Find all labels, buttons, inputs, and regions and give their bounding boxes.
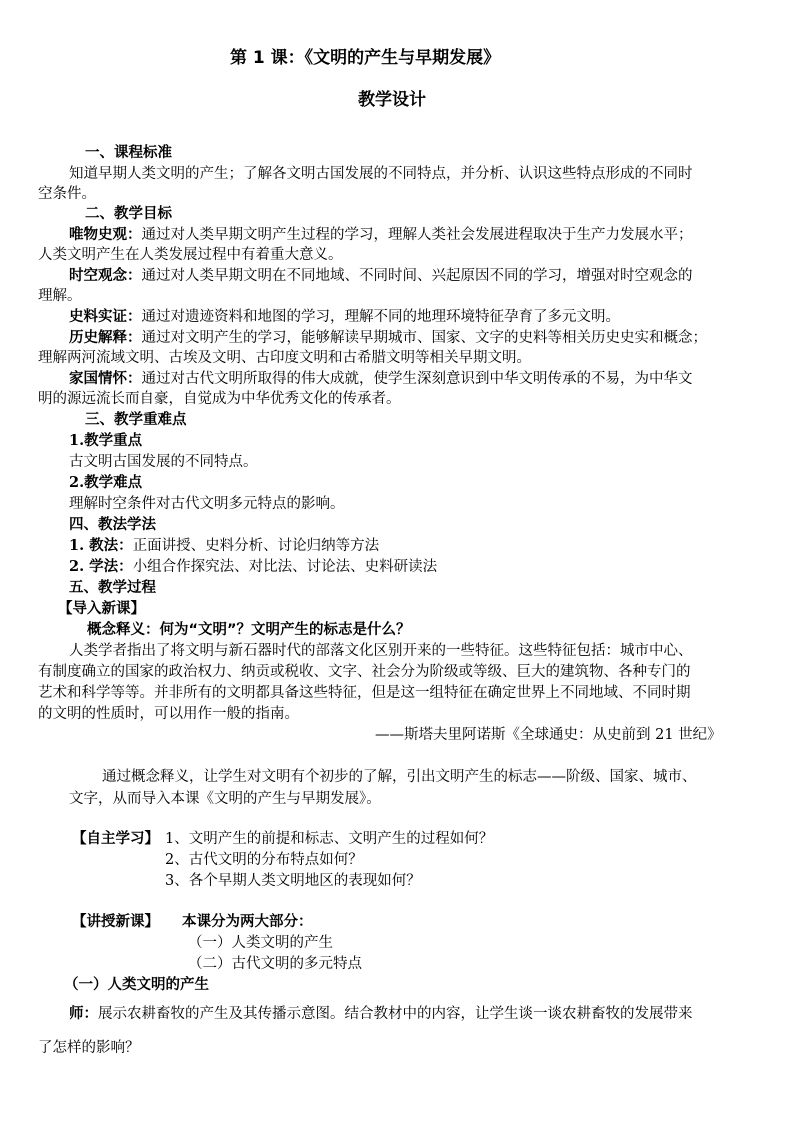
section-3-heading: 三、教学重难点	[85, 412, 187, 428]
intro-label: 【导入新课】	[58, 601, 145, 617]
quote-line: 的文明的性质时，可以用作一般的指南。	[38, 706, 299, 722]
self-study-item: 2、古代文明的分布特点如何？	[165, 852, 363, 868]
goal-interpretation-cont: 理解两河流域文明、古埃及文明、古印度文明和古希腊文明等相关早期文明。	[38, 350, 531, 366]
self-study-label: 【自主学习】	[72, 831, 159, 847]
goal-spacetime	[69, 266, 693, 286]
teacher-line-cont: 了怎样的影响？	[38, 1040, 140, 1056]
difficulty-label: 2.教学难点	[69, 474, 143, 491]
goal-text: 通过对古代文明所取得的伟大成就，使学生深刻意识到中华文明传承的不易，为中华文	[141, 371, 693, 387]
method-label: 1. 教法：	[69, 537, 133, 554]
part-1-heading: （一）人类文明的产生	[64, 977, 209, 993]
key-point-label: 1.教学重点	[69, 432, 143, 449]
quote-line: 人类学者指出了将文明与新石器时代的部落文化区别开来的一些特征。这些特征包括：城市中心、	[69, 643, 693, 659]
goal-label: 史料实证：	[69, 308, 142, 325]
method-text: 小组合作探究法、对比法、讨论法、史料研读法	[132, 559, 438, 575]
goal-text: 通过对人类早期文明在不同地域、不同时间、兴起原因不同的学习，增强对时空观念的	[141, 268, 693, 284]
teach-label: 【讲授新课】	[72, 914, 159, 930]
goal-text: 通过对遗迹资料和地图的学习，理解不同的地理环境特征孕育了多元文明。	[141, 309, 620, 325]
section-2-heading: 二、教学目标	[85, 206, 172, 222]
teacher-text: 展示农耕畜牧的产生及其传播示意图。结合教材中的内容，让学生谈一谈农耕畜牧的发展带来	[98, 1006, 693, 1022]
learning-method	[69, 557, 437, 577]
teacher-line	[69, 1004, 693, 1024]
goal-label: 历史解释：	[69, 329, 142, 346]
section-1-heading: 一、课程标准	[85, 145, 172, 161]
document-subtitle: 教学设计	[358, 90, 426, 110]
explain-line: 文字，从而导入本课《文明的产生与早期发展》。	[69, 791, 381, 807]
quote-source: ——斯塔夫里阿诺斯《全球通史：从史前到 21 世纪》	[375, 727, 722, 743]
goal-text: 通过对人类早期文明产生过程的学习，理解人类社会发展进程取决于生产力发展水平；	[141, 227, 693, 243]
goal-spacetime-cont: 理解。	[38, 288, 82, 304]
teacher-label: 师：	[69, 1005, 98, 1022]
document-title: 第 1 课：《文明的产生与早期发展》	[230, 48, 501, 68]
teaching-method	[69, 536, 379, 556]
section-4-heading: 四、教法学法	[69, 517, 156, 533]
method-text: 正面讲授、史料分析、讨论归纳等方法	[132, 538, 380, 554]
goal-text: 通过对文明产生的学习，能够解读早期城市、国家、文字的史料等相关历史史实和概念；	[141, 330, 707, 346]
goal-label: 时空观念：	[69, 267, 142, 284]
goal-interpretation	[69, 328, 707, 348]
method-label: 2. 学法：	[69, 558, 133, 575]
goal-evidence	[69, 307, 620, 327]
quote-line: 有制度确立的国家的政治权力、纳贡或税收、文字、社会分为阶级或等级、巨大的建筑物、各种专门的	[38, 664, 691, 680]
key-point-text: 古文明古国发展的不同特点。	[69, 454, 258, 470]
standard-text-line1: 知道早期人类文明的产生；了解各文明古国发展的不同特点，并分析、认识这些特点形成的不同时	[69, 166, 693, 182]
self-study-item: 1、文明产生的前提和标志、文明产生的过程如何？	[165, 831, 494, 847]
part-item: （一）人类文明的产生	[188, 935, 333, 951]
self-study-item: 3、各个早期人类文明地区的表现如何？	[165, 873, 421, 889]
goal-patriotism-cont: 明的源远流长而自豪，自觉成为中华优秀文化的传承者。	[38, 391, 401, 407]
teach-intro: 本课分为两大部分：	[182, 914, 313, 930]
goal-materialism-cont: 人类文明产生在人类发展过程中有着重大意义。	[38, 247, 343, 263]
goal-label: 家国情怀：	[69, 370, 142, 387]
quote-line: 艺术和科学等等。并非所有的文明都具备这些特征，但是这一组特征在确定世界上不同地域、不同时期	[38, 685, 691, 701]
goal-label: 唯物史观：	[69, 226, 142, 243]
difficulty-text: 理解时空条件对古代文明多元特点的影响。	[69, 496, 345, 512]
part-item: （二）古代文明的多元特点	[188, 956, 362, 972]
goal-patriotism	[69, 369, 693, 389]
explain-line: 通过概念释义，让学生对文明有个初步的了解，引出文明产生的标志——阶级、国家、城市、	[102, 769, 697, 785]
concept-question: 概念释义：何为“文明”？文明产生的标志是什么？	[87, 622, 411, 638]
goal-materialism	[69, 225, 693, 245]
standard-text-line2: 空条件。	[38, 186, 96, 202]
section-5-heading: 五、教学过程	[69, 580, 156, 596]
